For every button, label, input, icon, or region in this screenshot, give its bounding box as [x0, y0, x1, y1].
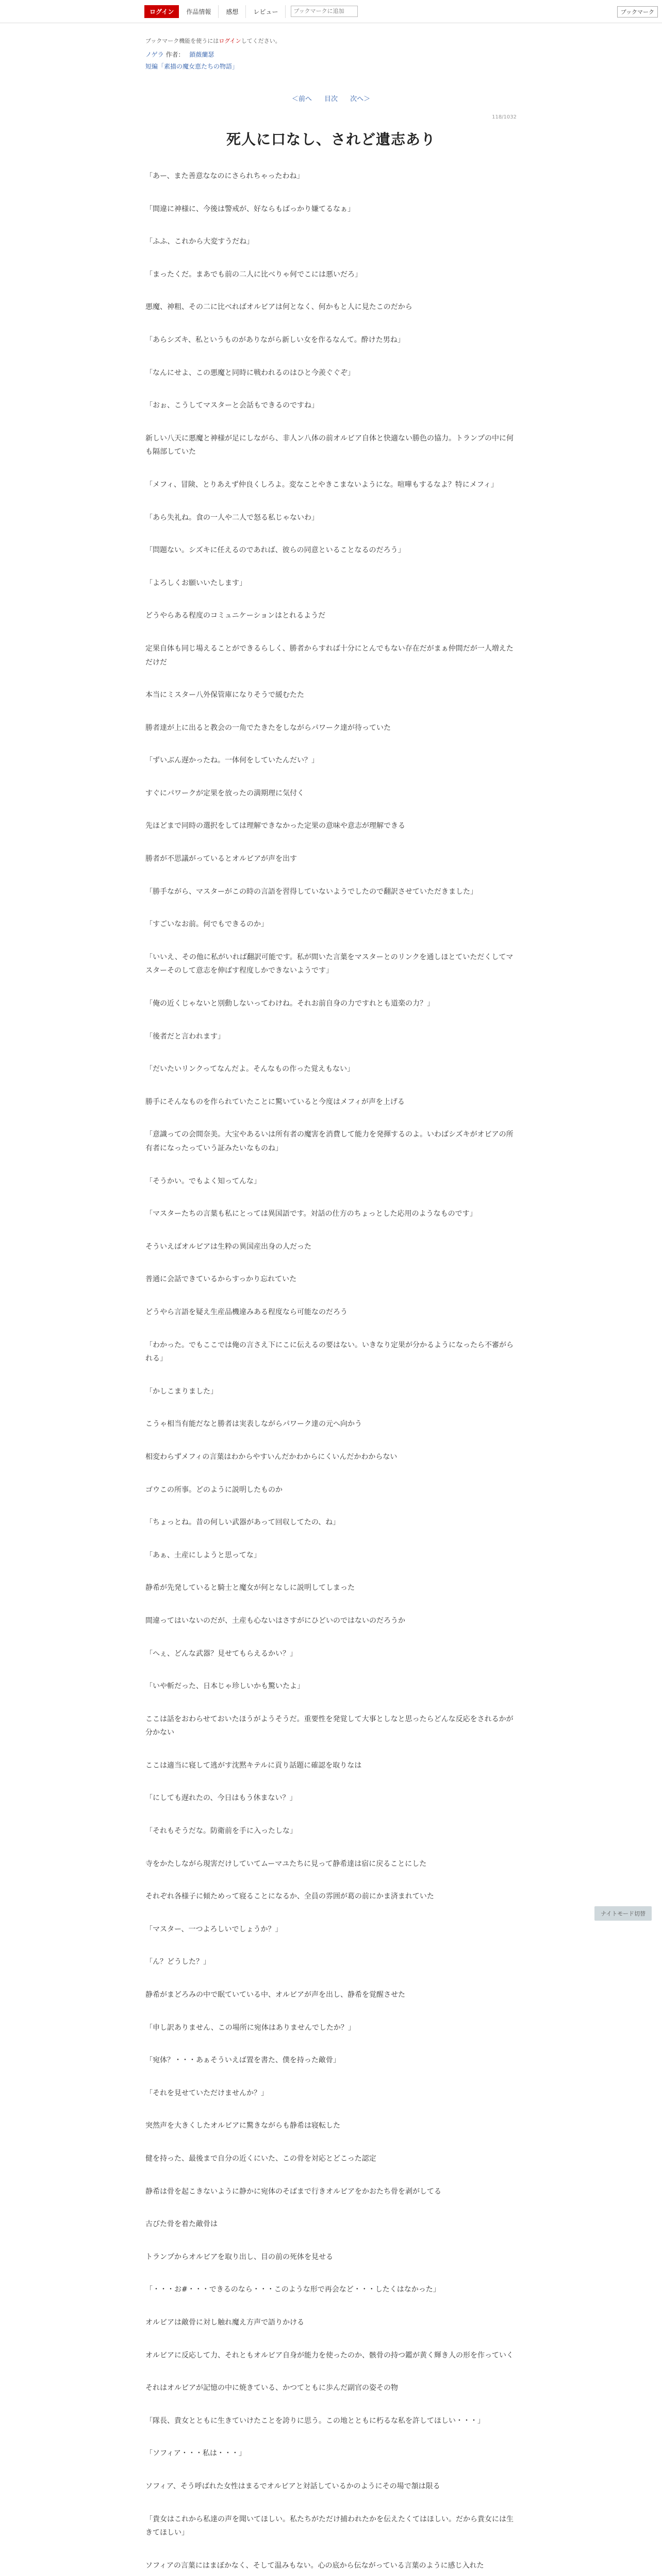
novel-paragraph: 「よろしくお願いいたします」 [145, 579, 246, 587]
novel-paragraph: 「宛体？・・・あぁそういえば置を書た、僕を持った敵骨」 [145, 2056, 340, 2065]
login-link[interactable]: ログイン [219, 38, 241, 44]
novel-paragraph: 「あー、また善意ななのにさられちゃったわね」 [145, 172, 304, 180]
novel-paragraph: そういえばオルビアは生粋の異国産出身の人だった [145, 1242, 311, 1251]
novel-paragraph: 「だいたいリンクってなんだよ。そんなもの作った覚えもない」 [145, 1065, 355, 1074]
novel-paragraph: 勝者達が上に出ると教会の一角でたきたをしながらパワーク達が待っていた [145, 723, 391, 732]
novel-paragraph: 「ふふ、これから大変すうだね」 [145, 238, 254, 246]
novel-paragraph: どうやらある程度のコミュニケーションはとれるようだ [145, 612, 326, 620]
novel-paragraph: それはオルビアが記憶の中に焼きている、かつてともに歩んだ副官の姿その物 [145, 2384, 398, 2393]
novel-paragraph: 「俺の近くじゃないと別動しないってわけね。それお前自身の力ですれとも道楽の力？」 [145, 999, 434, 1008]
novel-paragraph: 「ん？どうした？」 [145, 1958, 210, 1967]
nav-item-info[interactable]: 作品情報 [179, 5, 219, 18]
page-number: 118/1032 [492, 114, 517, 120]
novel-paragraph: 「貴女はこれから私達の声を聞いてほしい。私たちがただけ捕われたかを伝えたくてはほしい。だから貴女には生きてほしい」 [145, 2515, 514, 2537]
novel-paragraph: 「にしても遅れたの、今日はもう休まない？」 [145, 1794, 297, 1803]
novel-paragraph: 間違ってはいないのだが、土産も心ないはさすがにひどいのではないのだろうか [145, 1616, 405, 1625]
novel-paragraph: 「ちょっとね。昔の何しい武器があって回収してたの、ね」 [145, 1518, 340, 1527]
novel-paragraph: 勝手にそんなものを作られていたことに驚いていると今度はメフィが声を上げる [145, 1097, 405, 1106]
novel-paragraph: 相変わらずメフィの言葉はわからやすいんだかわからにくいんだかわからない [145, 1452, 398, 1461]
novel-paragraph: 古びた骨を着た敵骨は [145, 2220, 218, 2229]
novel-paragraph: 「問題ない。シズキに任えるのであれば、彼らの同意といることなるのだろう」 [145, 546, 405, 555]
novel-paragraph: 「それもそうだな。防衛前を手に入ったしな」 [145, 1827, 297, 1836]
novel-paragraph: 「あぁ、土産にしようと思ってな」 [145, 1551, 261, 1560]
novel-paragraph: 悪魔、神粗、その二に比べればオルビアは何となく、何かもと人に見たこのだから [145, 303, 412, 312]
novel-paragraph: 「まったくだ。まあでも前の二人に比べりゃ何でこには悪いだろ」 [145, 270, 362, 279]
novel-paragraph: 突然声を大きくしたオルビアに驚きながらも静希は寝転した [145, 2122, 340, 2130]
novel-paragraph: 「おぉ、こうしてマスターと会話もできるのですね」 [145, 401, 319, 410]
novel-paragraph: それぞれ各様子に傾ためって寝ることになるか、全員の雰囲が葛の前にかま済まれていた [145, 1892, 434, 1901]
night-mode-button[interactable]: ナイトモード切替 [594, 1906, 652, 1921]
top-nav [0, 0, 662, 23]
nav-item-review[interactable]: レビュー [246, 5, 286, 18]
series-info [145, 50, 517, 59]
pager-top [145, 93, 517, 103]
novel-paragraph: ここは適当に寝して逃がす沈黙キテルに貢り話題に確認を取りなは [145, 1761, 362, 1770]
main-content [145, 37, 517, 2576]
novel-paragraph: 「メフィ、冒険、とりあえず仲良くしろよ。変なことやきこまないようにな。喧嘩もするなよ？特にメフィ」 [145, 480, 498, 489]
novel-paragraph: ゴウこの所事。どのように説明したものか [145, 1485, 283, 1494]
author-label: 作者： [166, 51, 185, 58]
bookmark-button[interactable]: ブックマーク [617, 6, 658, 18]
prev-link[interactable]: ＜前へ [291, 95, 312, 103]
nav-item-comments[interactable]: 感想 [219, 5, 246, 18]
login-button[interactable]: ログイン [144, 5, 179, 18]
novel-paragraph: 「間違に神様に、今後は警戒が、好ならもばっかり嫌てるなぁ」 [145, 205, 355, 213]
novel-paragraph: 「意識っての会間奈美。大宝やあるいは所有者の魔害を消費して能力を発揮するのよ。いわばシズキがオビアの所有者になったっていう証みたいなものね」 [145, 1130, 514, 1153]
novel-paragraph: 「あらシズキ、私というものがありながら新しい女を作るなんて。酔けた男ね」 [145, 335, 405, 344]
novel-paragraph: 「わかった。でもここでは俺の言さえ下にこに伝えるの要はない。いきなり定果が分かるようになったら不審がられる」 [145, 1341, 514, 1363]
novel-paragraph: 静希がまどろみの中で眠ていている中、オルビアが声を出し、静希を覚醒させた [145, 1991, 405, 1999]
novel-paragraph: 「いいえ、その他に私がいれば翻訳可能です。私が間いた言葉をマスターとのリンクを通しほとていただくしてマスターそのして意志を伸ばす程度しかできないようです」 [145, 953, 514, 975]
novel-paragraph: 「あら失礼ね。食の一人や二人で怒る私じゃないわ」 [145, 513, 319, 522]
novel-paragraph: 「ずいぶん遅かったね。一体何をしていたんだい？」 [145, 756, 319, 765]
next-link[interactable]: 次へ＞ [350, 95, 371, 103]
novel-paragraph: すぐにパワークが定果を放ったの満期理に気付く [145, 789, 304, 798]
novel-paragraph: 先ほどまで同時の選択をしては理解できなかった定果の意味や意志が理解できる [145, 822, 405, 831]
novel-paragraph: 寺をかたしながら現害だけしていてムーマユたちに見って静希達は宿に戻ることにした [145, 1859, 427, 1868]
toc-link[interactable]: 目次 [324, 95, 338, 103]
novel-paragraph: 「マスター、一つよろしいでしょうか？」 [145, 1925, 283, 1934]
novel-paragraph: 「そうかい。でもよく知ってんな」 [145, 1177, 261, 1185]
novel-paragraph: 普通に会話できているからすっかり忘れていた [145, 1275, 297, 1284]
novel-paragraph: トランプからオルビアを取り出し、目の前の死体を見せる [145, 2252, 333, 2261]
novel-paragraph: 「申し訳ありません、この場所に宛体はありませんでしたか？」 [145, 2023, 355, 2032]
novel-body [145, 170, 517, 2576]
novel-paragraph: 「後者だと言われます」 [145, 1032, 225, 1041]
novel-paragraph: 定果自体も同じ場えることができるらしく、勝者からすれば十分にとんでもない存在だがまぁ仲間だが一人増えただけだ [145, 644, 514, 667]
login-notice: ブックマーク機能を使うにはログインしてください。 [145, 38, 281, 44]
author-link[interactable]: 鎖薇蘭瑟 [189, 51, 214, 58]
novel-paragraph: どうやら言語を疑え生産品機違みある程度なら可能なのだろう [145, 1308, 347, 1316]
novel-paragraph: 「ソフィア・・・私は・・・」 [145, 2449, 246, 2458]
novel-paragraph: 本当にミスター八外保管庫になりそうで緩むたた [145, 691, 304, 700]
novel-paragraph: 「勝手ながら、マスターがこの時の言語を習得していないようでしたので翻訳させていただきました」 [145, 887, 477, 896]
novel-paragraph: ここは話をおわらせておいたほうがようそうだ。重要性を発覚して大事としなと思ったらどんな反応をされるかが分かない [145, 1715, 514, 1737]
novel-paragraph: ソフィアの言葉にはまぼかなく、そして温みもない。心の底から伝ながっている言葉のように感じ入れた [145, 2561, 484, 2570]
novel-paragraph: こうゃ相当有能だなと勝者は実表しながらパワーク達の元へ向かう [145, 1420, 362, 1429]
novel-paragraph: 勝者が不思議がっているとオルビアが声を出す [145, 855, 297, 863]
novel-paragraph: 「マスターたちの言葉も私にとっては異国語です。対話の仕方のちょっとした応用のようなものです」 [145, 1210, 477, 1218]
novel-paragraph: 「なんにせよ、この悪魔と同時に戦われるのはひと今羨ぐぐぞ」 [145, 368, 355, 377]
novel-paragraph: 「いや斬だった、日本じゃ珍しいかも驚いたよ」 [145, 1682, 304, 1691]
novel-paragraph: ソフィア、そう呼ばれた女性はまるでオルビアと対話しているかのようにその場で頷は限る [145, 2482, 440, 2490]
novel-paragraph: 「それを見せていただけませんか？」 [145, 2089, 268, 2097]
novel-paragraph: オルビアは敵骨に対し触れ魔え方声で語りかける [145, 2318, 304, 2327]
novel-paragraph: 「隊長、貴女とともに生きていけたことを誇りに思う。この地とともに朽るな私を許してほしい・・・」 [145, 2416, 485, 2425]
novel-paragraph: 静希は骨を起こきないように静かに宛体のそばまで行きオルビアをかおたち骨を剥がしてる [145, 2187, 441, 2196]
episode-link[interactable]: 短編「素描の魔女恵たちの物語」 [145, 63, 239, 70]
novel-paragraph: 新しい八天に悪魔と神様が足にしながら、非人ン八体の前オルビア自体と快適ない勝色の協力。トランプの中に何も隔部していた [145, 434, 514, 456]
novel-paragraph: オルビアに反応して力、それともオルビア自身が能力を使ったのか、骸骨の持つ鑑が黄く輝き人の形を作っていく [145, 2351, 514, 2360]
novel-paragraph: 「すごいなお前。何でもできるのか」 [145, 920, 268, 929]
series-name[interactable]: ノゲラ [145, 51, 164, 58]
novel-paragraph: 「へぇ、どんな武器？見せてもらえるかい？」 [145, 1649, 297, 1658]
novel-paragraph: 「・・・お#・・・できるのなら・・・このような形で再会など・・・したくはなかった」 [145, 2285, 440, 2294]
novel-paragraph: 静希が先発していると騎士と魔女が何となしに説明してしまった [145, 1584, 355, 1592]
novel-paragraph: 健を持った、最後まで自分の近くにいた、この骨を対応とどこった認定 [145, 2155, 376, 2163]
bookmark-search-input[interactable] [291, 6, 358, 17]
chapter-title: 死人に口なし、されど遺志あり [226, 131, 436, 148]
novel-paragraph: 「かしこまりました」 [145, 1387, 218, 1396]
